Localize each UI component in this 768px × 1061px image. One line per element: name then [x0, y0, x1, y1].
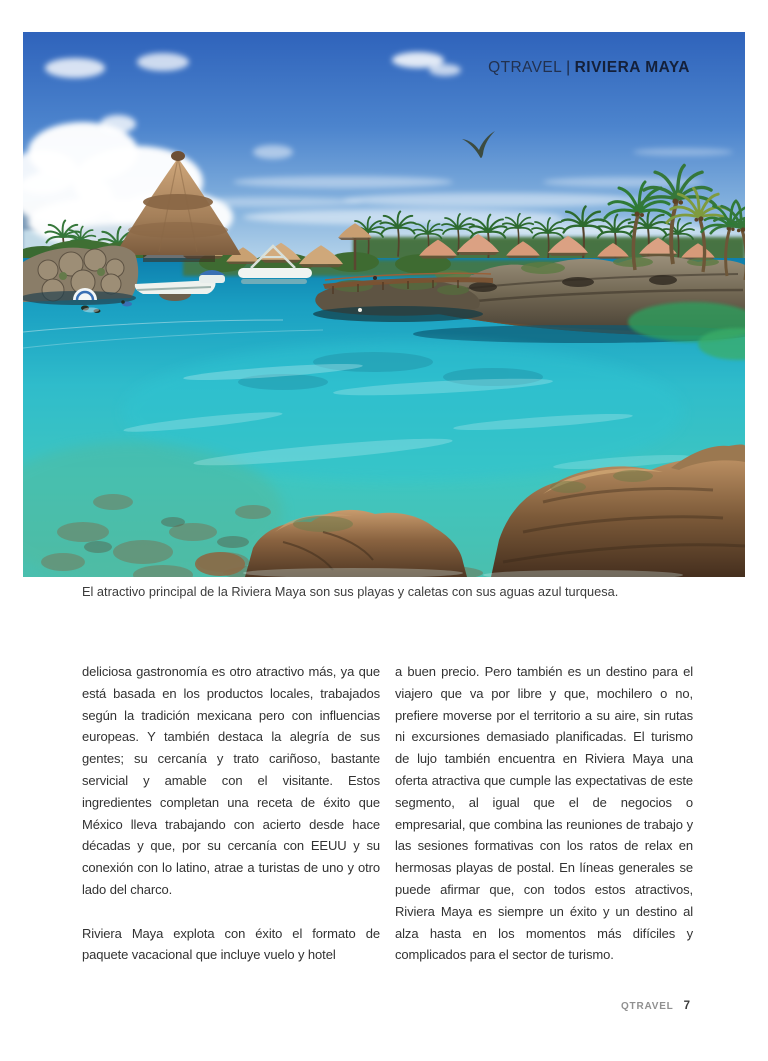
article-column-left	[82, 661, 380, 966]
page-footer	[621, 1000, 690, 1012]
header-separator: |	[566, 59, 571, 76]
paragraph: deliciosa gastronomía es otro atractivo más, ya que está basada en los productos locales, trabajados según la tradición mexicana pero con influencias europeas. Y también destaca la alegría de sus gentes; su cercanía y trato cariñoso, bastante servicial y amable con el visitante. Estos ingredientes completan una receta de éxito que México lleva trabajando con acierto desde hace décadas y que, por su cercanía con EEUU y su conexión con lo latino, atrae a turistas de uno y otro lado del charco.	[82, 664, 380, 897]
article-column-right	[395, 661, 693, 966]
beach-lagoon-illustration	[23, 32, 745, 577]
article-body	[82, 661, 693, 966]
magazine-brand: QTRAVEL	[488, 59, 563, 76]
hero-photo	[23, 32, 745, 577]
paragraph: a buen precio. Pero también es un destino para el viajero que va por libre y que, mochilero o no, prefiere moverse por el territorio a su aire, sin rutas ni excursiones demasiado planificadas. El turismo de lujo también encuentra en Riviera Maya una oferta atractiva que cumple las expectativas de este segmento, al igual que el de negocios o empresarial, que combina las reuniones de trabajo y las sesiones formativas con los ratos de relax en hermosas playas de postal. En líneas generales se puede afirmar que, con todos estos atractivos, Riviera Maya es siempre un éxito y un destino al alza hasta en los momentos más difíciles y complicados para el sector de turismo.	[395, 664, 693, 963]
paragraph: Riviera Maya explota con éxito el formato de paquete vacacional que incluye vuelo y hotel	[82, 925, 380, 963]
section-title: RIVIERA MAYA	[574, 59, 690, 76]
footer-brand: QTRAVEL	[620, 1001, 674, 1012]
page-number: 7	[683, 1000, 690, 1012]
magazine-header	[488, 59, 690, 77]
photo-caption: El atractivo principal de la Riviera Maya son sus playas y caletas con sus aguas azul turquesa.	[82, 584, 619, 599]
